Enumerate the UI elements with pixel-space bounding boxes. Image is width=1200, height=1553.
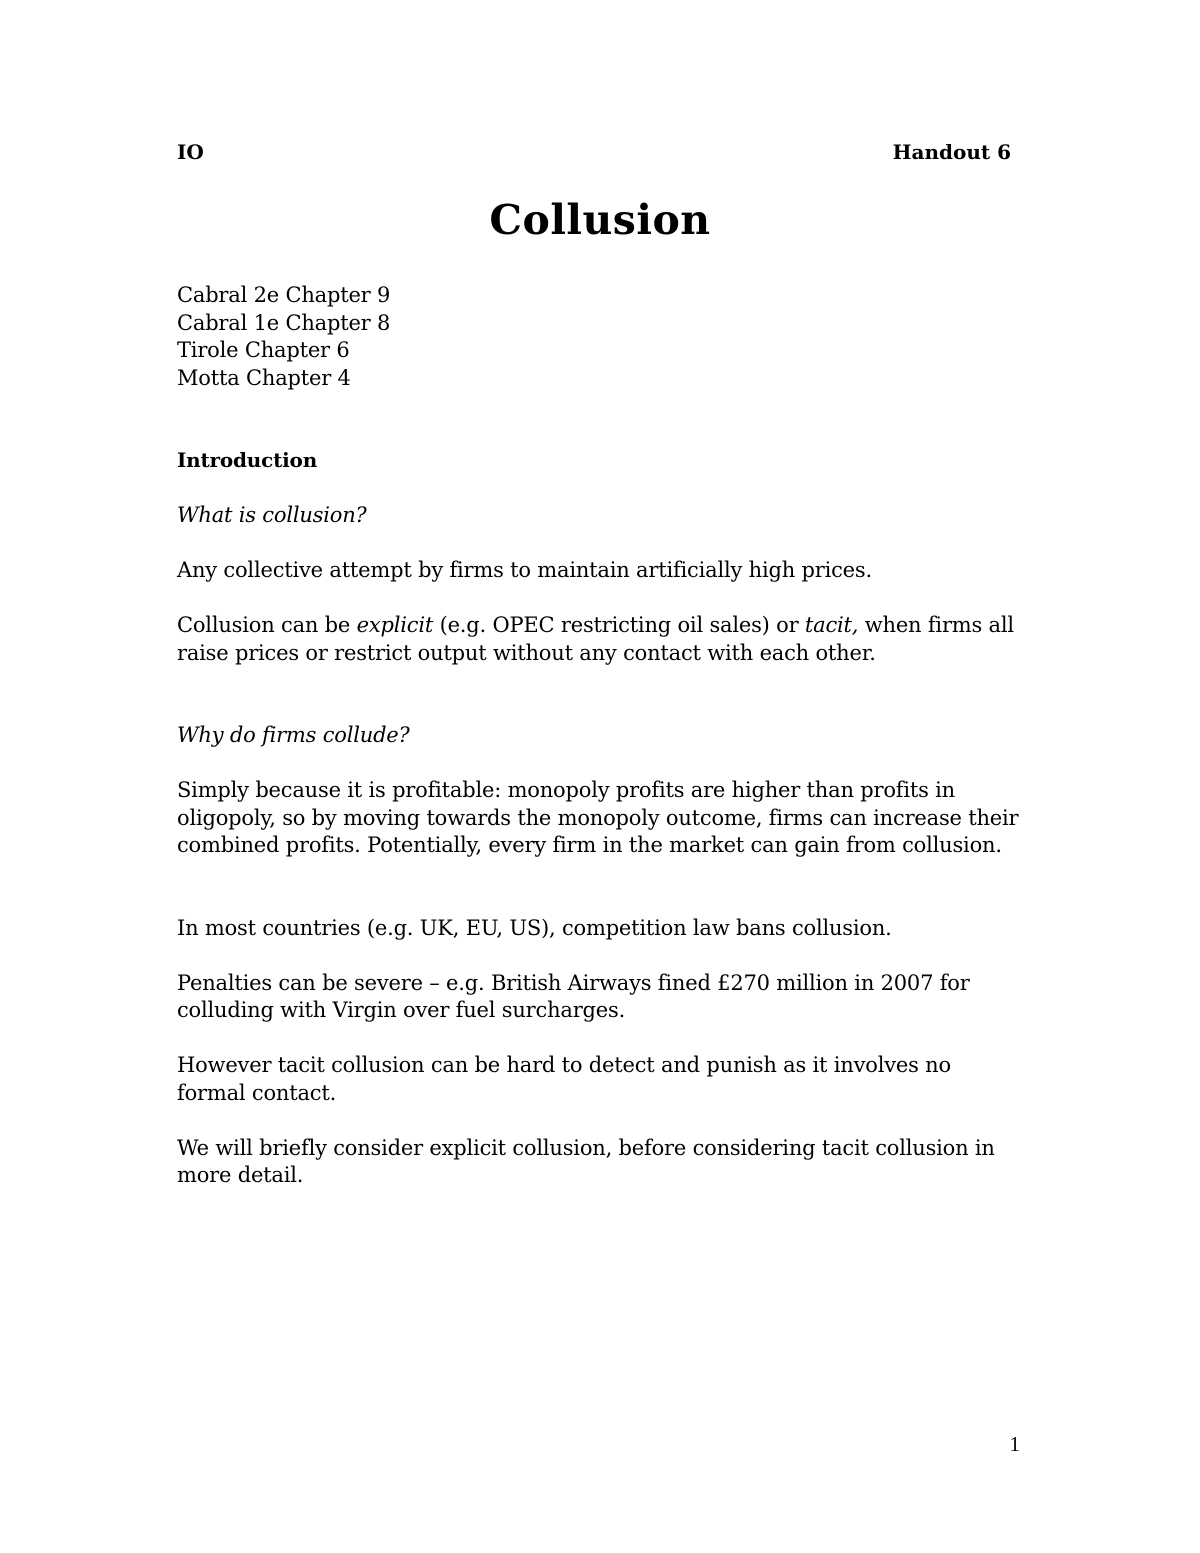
text-run: when firms all raise prices or restrict output without any contact with each other. — [177, 613, 1014, 665]
page-header — [177, 140, 1011, 172]
page-title: Collusion — [489, 196, 711, 244]
paragraph-outline: We will briefly consider explicit collusion, before considering tacit collusion in more detail. — [177, 1135, 995, 1187]
question-what-is-collusion: What is collusion? — [177, 503, 367, 527]
reference-item: Motta Chapter 4 — [177, 365, 351, 390]
paragraph-competition-law: In most countries (e.g. UK, EU, US), competition law bans collusion. — [177, 915, 892, 940]
reference-item: Cabral 1e Chapter 8 — [177, 310, 391, 335]
page-number: 1 — [1009, 1432, 1020, 1456]
section-heading-introduction: Introduction — [177, 448, 318, 472]
text-run: Collusion can be — [177, 613, 357, 637]
document-body — [177, 282, 1022, 1190]
reference-item: Tirole Chapter 6 — [177, 338, 350, 362]
course-code: IO — [177, 140, 204, 164]
reference-item: Cabral 2e Chapter 9 — [177, 283, 391, 307]
paragraph-definition: Any collective attempt by firms to maintain artificially high prices. — [177, 558, 872, 582]
question-why-collude: Why do firms collude? — [177, 723, 410, 747]
emphasis-tacit: tacit, — [804, 613, 859, 637]
emphasis-explicit: explicit — [356, 613, 434, 637]
handout-number: Handout 6 — [892, 140, 1011, 164]
paragraph-penalties: Penalties can be severe – e.g. British Airways fined £270 million in 2007 for colluding with Virgin over fuel surcharges. — [177, 970, 970, 1022]
text-run: (e.g. OPEC restricting oil sales) or — [433, 613, 805, 637]
reference-list — [177, 282, 1022, 392]
paragraph-profitability: Simply because it is profitable: monopoly profits are higher than profits in oligopoly, so by moving towards the monopoly outcome, firms can increase their combined profits. Potentially, every firm in the market can gain from collusion. — [177, 778, 1019, 857]
paragraph-explicit-tacit — [177, 612, 1022, 667]
paragraph-tacit-detection: However tacit collusion can be hard to detect and punish as it involves no formal contact. — [177, 1053, 951, 1105]
